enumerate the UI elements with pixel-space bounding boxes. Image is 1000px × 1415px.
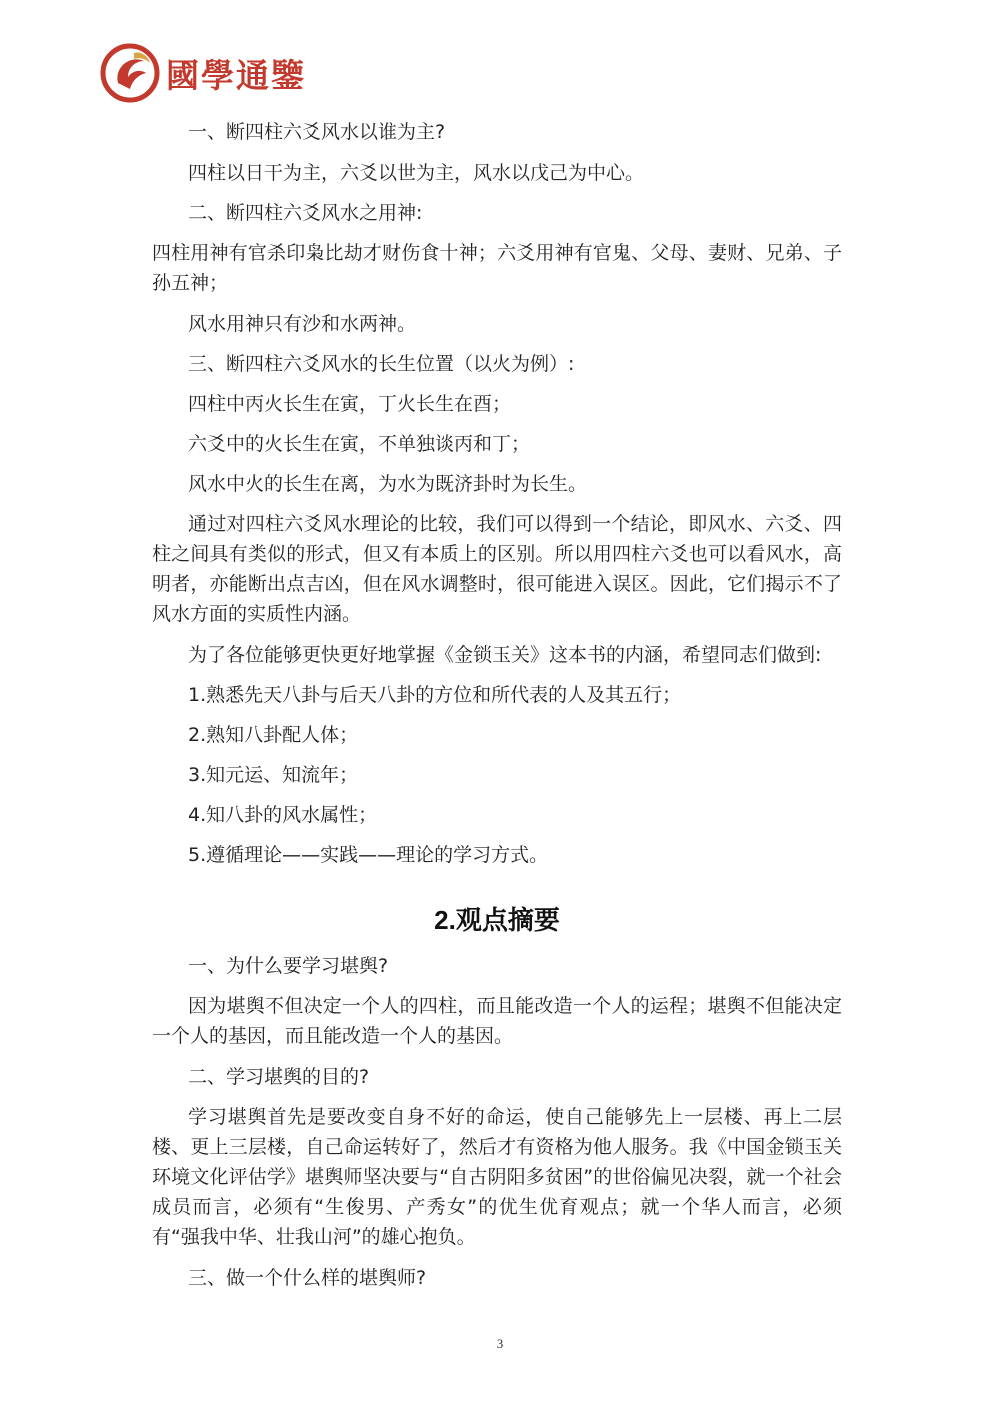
paragraph: 风水中火的长生在离，为水为既济卦时为长生。 (188, 473, 588, 495)
question-heading: 二、断四柱六爻风水之用神: (188, 202, 423, 224)
question-heading: 一、为什么要学习堪舆? (188, 955, 389, 977)
paragraph: 风水用神只有沙和水两神。 (188, 313, 417, 335)
page-number: 3 (496, 1336, 504, 1351)
list-item: 2.熟知八卦配人体； (188, 724, 359, 746)
paragraph: 因为堪舆不但决定一个人的四柱，而且能改造一个人的运程；堪舆不但能决定一个人的基因，而且能改造一个人的基因。 (152, 995, 842, 1047)
question-heading: 三、断四柱六爻风水的长生位置（以火为例）: (188, 353, 575, 375)
logo-text: 國學通鑒 (166, 55, 306, 95)
question-heading: 三、做一个什么样的堪舆师? (188, 1267, 427, 1289)
list-item: 1.熟悉先天八卦与后天八卦的方位和所代表的人及其五行； (188, 684, 682, 706)
list-item: 5.遵循理论——实践——理论的学习方式。 (188, 844, 549, 866)
paragraph: 学习堪舆首先是要改变自身不好的命运，使自己能够先上一层楼、再上二层楼、更上三层楼，自己命运转好了，然后才有资格为他人服务。我《中国金锁玉关环境文化评估学》堪舆师坚决要与“自古阴阳多贫困”的世俗偏见决裂，就一个社会成员而言，必须有“生俊男、产秀女”的优生优育观点；就一个华人而言，必须有“强我中华、壮我山河”的雄心抱负。 (152, 1106, 842, 1248)
paragraph: 四柱用神有官杀印枭比劫才财伤食十神；六爻用神有官鬼、父母、妻财、兄弟、子孙五神； (152, 242, 842, 294)
section-title: 2.观点摘要 (434, 905, 560, 935)
list-item: 3.知元运、知流年； (188, 764, 359, 786)
question-heading: 一、断四柱六爻风水以谁为主? (188, 121, 446, 143)
summary-paragraph: 通过对四柱六爻风水理论的比较，我们可以得到一个结论，即风水、六爻、四柱之间具有类似的形式，但又有本质上的区别。所以用四柱六爻也可以看风水，高明者，亦能断出点吉凶，但在风水调整时，很可能进入误区。因此，它们揭示不了风水方面的实质性内涵。 (152, 513, 842, 625)
paragraph: 四柱中丙火长生在寅，丁火长生在酉； (188, 393, 512, 415)
paragraph: 四柱以日干为主，六爻以世为主，风水以戊己为中心。 (188, 162, 645, 184)
phoenix-logo-icon (100, 43, 160, 103)
list-item: 4.知八卦的风水属性； (188, 804, 378, 826)
header-logo (100, 42, 306, 104)
paragraph: 六爻中的火长生在寅，不单独谈丙和丁； (188, 433, 531, 455)
paragraph: 为了各位能够更快更好地掌握《金锁玉关》这本书的内涵，希望同志们做到: (188, 644, 822, 666)
question-heading: 二、学习堪舆的目的? (188, 1066, 370, 1088)
